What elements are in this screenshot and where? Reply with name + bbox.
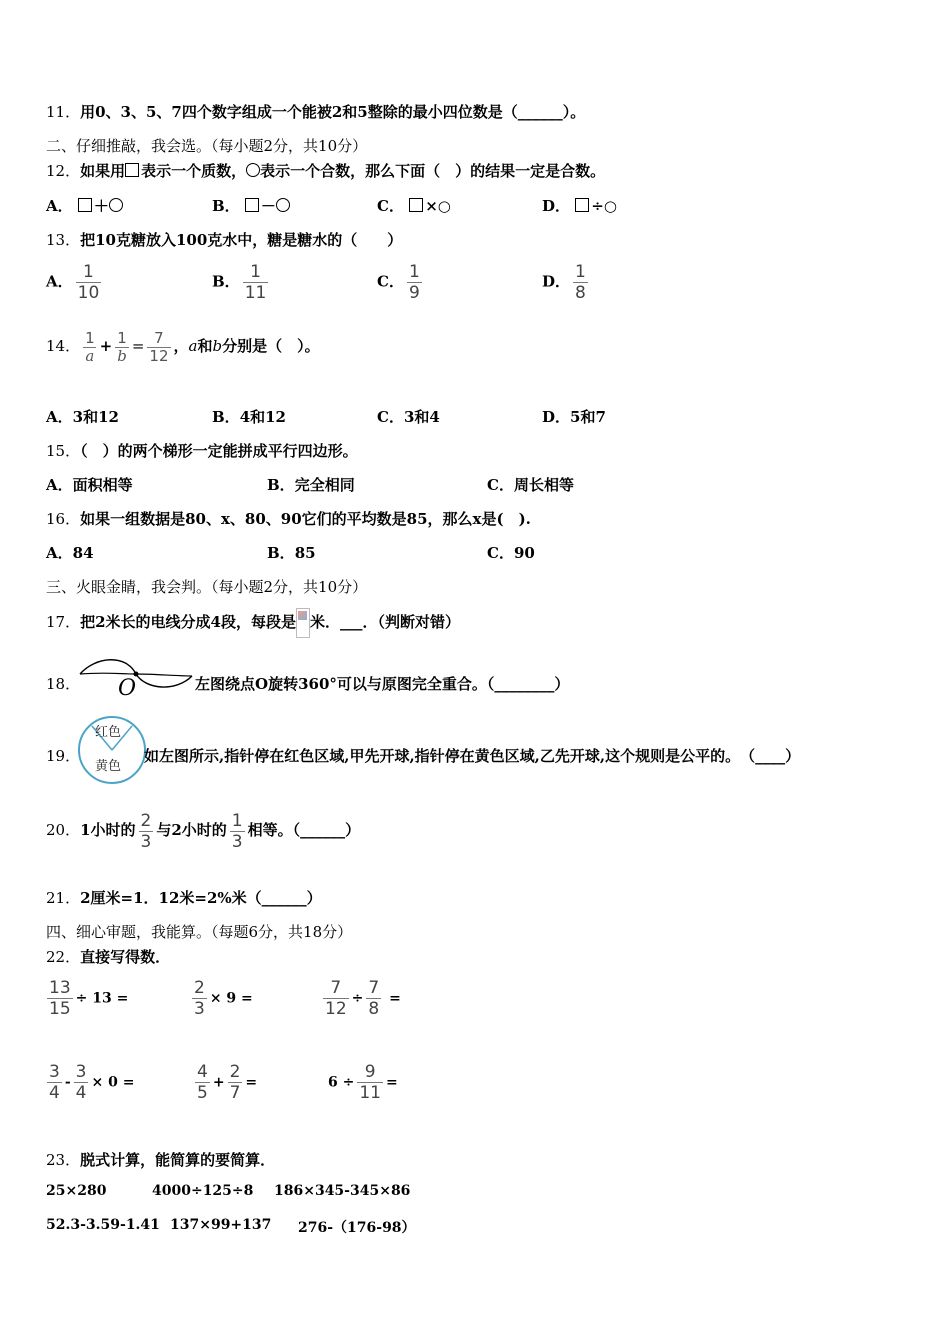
question-13 bbox=[46, 230, 402, 250]
operator: - bbox=[64, 1074, 71, 1091]
option-15-a[interactable] bbox=[46, 475, 133, 495]
calc-4: 52.3-3.59-1.41 bbox=[46, 1217, 160, 1233]
question-number: 12． bbox=[46, 162, 81, 180]
option-text: 3和12 bbox=[72, 408, 119, 426]
calc-5: 137×99+137 bbox=[170, 1217, 272, 1233]
fraction bbox=[357, 1062, 383, 1103]
square-symbol bbox=[409, 198, 423, 212]
fraction bbox=[83, 330, 97, 365]
broken-image-icon bbox=[296, 608, 310, 638]
comma: ， bbox=[173, 337, 189, 355]
option-label: C． bbox=[487, 544, 514, 562]
calc-2: 4000÷125÷8 bbox=[152, 1183, 254, 1199]
denominator: 3 bbox=[231, 831, 243, 852]
option-12-a[interactable] bbox=[46, 196, 123, 216]
numerator: 4 bbox=[197, 1062, 208, 1082]
numerator: 13 bbox=[49, 978, 71, 998]
option-12-b[interactable] bbox=[212, 196, 290, 216]
option-label: C． bbox=[377, 408, 404, 426]
option-15-c[interactable] bbox=[487, 475, 574, 495]
option-14-b[interactable] bbox=[212, 407, 286, 427]
question-text-part: 表示一个质数， bbox=[141, 162, 247, 180]
numerator: 1 bbox=[83, 262, 94, 282]
option-text: 90 bbox=[513, 544, 535, 562]
question-21 bbox=[46, 888, 322, 908]
option-label: A． bbox=[46, 544, 73, 562]
numerator: 1 bbox=[250, 262, 261, 282]
option-13-d[interactable] bbox=[542, 262, 591, 303]
question-12 bbox=[46, 161, 605, 181]
red-region-label: 红色 bbox=[95, 725, 122, 740]
question-text: 直接写得数． bbox=[80, 948, 171, 966]
question-text: 2厘米=1．12米=2%米（______） bbox=[80, 889, 322, 907]
numerator: 1 bbox=[231, 810, 243, 831]
option-label: D． bbox=[542, 272, 571, 291]
question-text-part: 表示一个合数，那么下面（ ）的结果一定是合数。 bbox=[260, 162, 606, 180]
question-15 bbox=[46, 441, 358, 461]
circle-symbol bbox=[109, 198, 123, 212]
denominator: b bbox=[117, 346, 127, 365]
question-text-part: 分别是（ ）。 bbox=[222, 337, 320, 355]
question-number: 15． bbox=[46, 442, 81, 460]
option-label: A． bbox=[46, 476, 73, 494]
numerator: 1 bbox=[117, 328, 127, 347]
numerator: 2 bbox=[194, 978, 205, 998]
question-number: 11． bbox=[46, 103, 81, 121]
numerator: 1 bbox=[85, 328, 95, 347]
option-15-b[interactable] bbox=[267, 475, 355, 495]
fraction bbox=[228, 1062, 243, 1103]
denominator: 8 bbox=[575, 283, 586, 303]
option-label: A． bbox=[46, 197, 73, 215]
question-text-part: 1小时的 bbox=[80, 821, 136, 839]
expression-rest: ÷ 13 = bbox=[75, 990, 129, 1007]
option-label: C． bbox=[377, 197, 404, 215]
question-text-part: 米．___．（判断对错） bbox=[309, 613, 460, 631]
question-number: 22． bbox=[46, 948, 81, 966]
expression-prefix: 6 ÷ bbox=[328, 1074, 355, 1091]
equals-sign: = bbox=[131, 337, 145, 355]
denominator: 12 bbox=[149, 346, 169, 365]
option-13-c[interactable] bbox=[377, 262, 425, 303]
point-o-label: O bbox=[118, 676, 137, 701]
denominator: 10 bbox=[77, 283, 100, 303]
operator: ÷ bbox=[351, 990, 364, 1007]
question-number: 13． bbox=[46, 231, 81, 249]
question-18-text: 左图绕点O旋转360°可以与原图完全重合。（________） bbox=[195, 675, 570, 693]
fraction bbox=[407, 262, 422, 303]
option-text: 85 bbox=[294, 544, 316, 562]
question-17 bbox=[46, 607, 460, 638]
denominator: a bbox=[85, 346, 95, 365]
denominator: 7 bbox=[229, 1083, 241, 1103]
fraction bbox=[147, 330, 170, 365]
numerator: 7 bbox=[154, 328, 164, 347]
expression-rest: × 9 = bbox=[209, 990, 253, 1007]
question-18-number bbox=[46, 674, 80, 694]
denominator: 15 bbox=[49, 999, 71, 1019]
numerator: 1 bbox=[408, 262, 420, 282]
question-number: 21． bbox=[46, 889, 81, 907]
question-23 bbox=[46, 1150, 275, 1170]
expression-rest: × 0 = bbox=[91, 1074, 135, 1091]
denominator: 11 bbox=[244, 283, 267, 303]
numerator: 3 bbox=[75, 1062, 87, 1082]
plus-sign: + bbox=[99, 337, 113, 355]
option-label: D． bbox=[542, 197, 571, 215]
fraction bbox=[573, 262, 588, 303]
option-label: C． bbox=[487, 476, 514, 494]
expression-rest: = bbox=[389, 990, 401, 1007]
question-text-part: 与2小时的 bbox=[156, 821, 227, 839]
question-20 bbox=[46, 806, 360, 854]
denominator: 9 bbox=[408, 283, 420, 303]
fraction bbox=[192, 978, 207, 1019]
fraction bbox=[47, 978, 73, 1019]
section-heading-3: 三、火眼金睛，我会判。（每小题2分，共10分） bbox=[46, 578, 368, 596]
numerator: 7 bbox=[330, 978, 342, 998]
question-number: 23． bbox=[46, 1151, 81, 1169]
question-22 bbox=[46, 947, 170, 967]
operator: + bbox=[212, 1074, 225, 1091]
option-16-b[interactable] bbox=[267, 543, 316, 563]
option-label: D． bbox=[542, 408, 571, 426]
denominator: 4 bbox=[49, 1083, 60, 1103]
question-number: 20． bbox=[46, 821, 81, 839]
question-11 bbox=[46, 102, 585, 122]
expression-5 bbox=[192, 1062, 257, 1103]
denominator: 8 bbox=[368, 999, 380, 1019]
question-text-part: 相等。（______） bbox=[247, 821, 361, 839]
square-symbol bbox=[575, 198, 589, 212]
spinner-figure bbox=[78, 716, 146, 784]
fraction bbox=[195, 1062, 210, 1103]
expression-rest: = bbox=[245, 1074, 258, 1091]
square-symbol bbox=[245, 198, 259, 212]
question-number: 14． bbox=[46, 337, 81, 355]
question-19-text: 如左图所示,指针停在红色区域,甲先开球,指针停在黄色区域,乙先开球,这个规则是公平的。 （____） bbox=[144, 747, 801, 765]
option-14-d[interactable] bbox=[542, 407, 606, 427]
numerator: 1 bbox=[575, 262, 586, 282]
fraction bbox=[230, 811, 245, 852]
option-operator: ÷○ bbox=[591, 197, 617, 215]
option-operator: － bbox=[260, 197, 276, 215]
expression-1 bbox=[44, 978, 128, 1019]
square-symbol bbox=[125, 163, 139, 177]
option-label: A． bbox=[46, 272, 73, 291]
yellow-region-label: 黄色 bbox=[95, 759, 122, 774]
question-text: 脱式计算，能简算的要简算． bbox=[80, 1151, 276, 1169]
numerator: 7 bbox=[368, 978, 380, 998]
numerator: 3 bbox=[49, 1062, 60, 1082]
question-text: 如果一组数据是80、x、80、90它们的平均数是85，那么x是( ). bbox=[80, 510, 531, 528]
expression-4 bbox=[44, 1062, 134, 1103]
denominator: 12 bbox=[325, 999, 347, 1019]
option-16-c[interactable] bbox=[487, 543, 535, 563]
question-number: 19． bbox=[46, 747, 81, 765]
numerator: 2 bbox=[140, 810, 152, 831]
section-heading-2: 二、仔细推敲，我会选。（每小题2分，共10分） bbox=[46, 137, 368, 155]
option-13-b[interactable] bbox=[212, 262, 271, 303]
variable-b: b bbox=[212, 337, 223, 355]
option-label: B． bbox=[212, 197, 240, 215]
expression-rest: = bbox=[386, 1074, 398, 1091]
option-operator: ＋ bbox=[93, 197, 109, 215]
question-text-part: 如果用 bbox=[80, 162, 126, 180]
question-text: 把10克糖放入100克水中，糖是糖水的（ ） bbox=[80, 231, 403, 249]
fraction bbox=[47, 1062, 62, 1103]
option-text: 3和4 bbox=[403, 408, 440, 426]
fraction bbox=[76, 262, 102, 303]
question-16 bbox=[46, 509, 531, 529]
circle-symbol bbox=[276, 198, 290, 212]
question-number: 17． bbox=[46, 613, 81, 631]
expression-2 bbox=[189, 978, 253, 1019]
option-label: B． bbox=[212, 272, 240, 291]
denominator: 4 bbox=[75, 1083, 87, 1103]
fraction bbox=[366, 978, 381, 1019]
section-heading-4: 四、细心审题，我能算。（每题6分，共18分） bbox=[46, 923, 353, 941]
circle-symbol bbox=[246, 163, 260, 177]
expression-6 bbox=[328, 1062, 398, 1103]
numerator: 9 bbox=[364, 1062, 376, 1082]
option-14-a[interactable] bbox=[46, 407, 119, 427]
question-number: 18． bbox=[46, 675, 81, 693]
option-text: 5和7 bbox=[570, 408, 606, 426]
option-14-c[interactable] bbox=[377, 407, 440, 427]
option-label: A． bbox=[46, 408, 73, 426]
variable-a: a bbox=[188, 337, 198, 355]
option-13-a[interactable] bbox=[46, 262, 104, 303]
fraction bbox=[115, 330, 129, 365]
question-text: 用0、3、5、7四个数字组成一个能被2和5整除的最小四位数是（______）。 bbox=[80, 103, 586, 121]
denominator: 3 bbox=[140, 831, 152, 852]
calc-6: 276-（176-98） bbox=[298, 1220, 416, 1236]
question-text-part: 把2米长的电线分成4段，每段是 bbox=[80, 613, 296, 631]
option-text: 面积相等 bbox=[72, 476, 133, 494]
option-12-d[interactable] bbox=[542, 196, 617, 216]
question-text: （ ）的两个梯形一定能拼成平行四边形。 bbox=[80, 442, 358, 460]
question-number: 16． bbox=[46, 510, 81, 528]
option-text: 完全相同 bbox=[294, 476, 355, 494]
calc-1: 25×280 bbox=[46, 1183, 107, 1199]
calc-3: 186×345-345×86 bbox=[274, 1183, 411, 1199]
option-16-a[interactable] bbox=[46, 543, 94, 563]
option-label: C． bbox=[377, 272, 404, 291]
option-label: B． bbox=[212, 408, 240, 426]
fraction bbox=[323, 978, 349, 1019]
fraction bbox=[74, 1062, 89, 1103]
fraction bbox=[243, 262, 269, 303]
question-14 bbox=[46, 323, 320, 369]
option-text: 84 bbox=[72, 544, 94, 562]
question-19-number bbox=[46, 746, 80, 766]
denominator: 5 bbox=[197, 1083, 208, 1103]
option-text: 4和12 bbox=[239, 408, 286, 426]
expression-3 bbox=[320, 978, 401, 1019]
fraction bbox=[139, 811, 154, 852]
option-operator: ×○ bbox=[425, 197, 451, 215]
numerator: 2 bbox=[229, 1062, 241, 1082]
option-text: 周长相等 bbox=[513, 476, 574, 494]
question-text-part: 和 bbox=[197, 337, 213, 355]
square-symbol bbox=[78, 198, 92, 212]
option-label: B． bbox=[267, 476, 295, 494]
option-label: B． bbox=[267, 544, 295, 562]
denominator: 11 bbox=[359, 1083, 381, 1103]
denominator: 3 bbox=[194, 999, 205, 1019]
option-12-c[interactable] bbox=[377, 196, 451, 216]
